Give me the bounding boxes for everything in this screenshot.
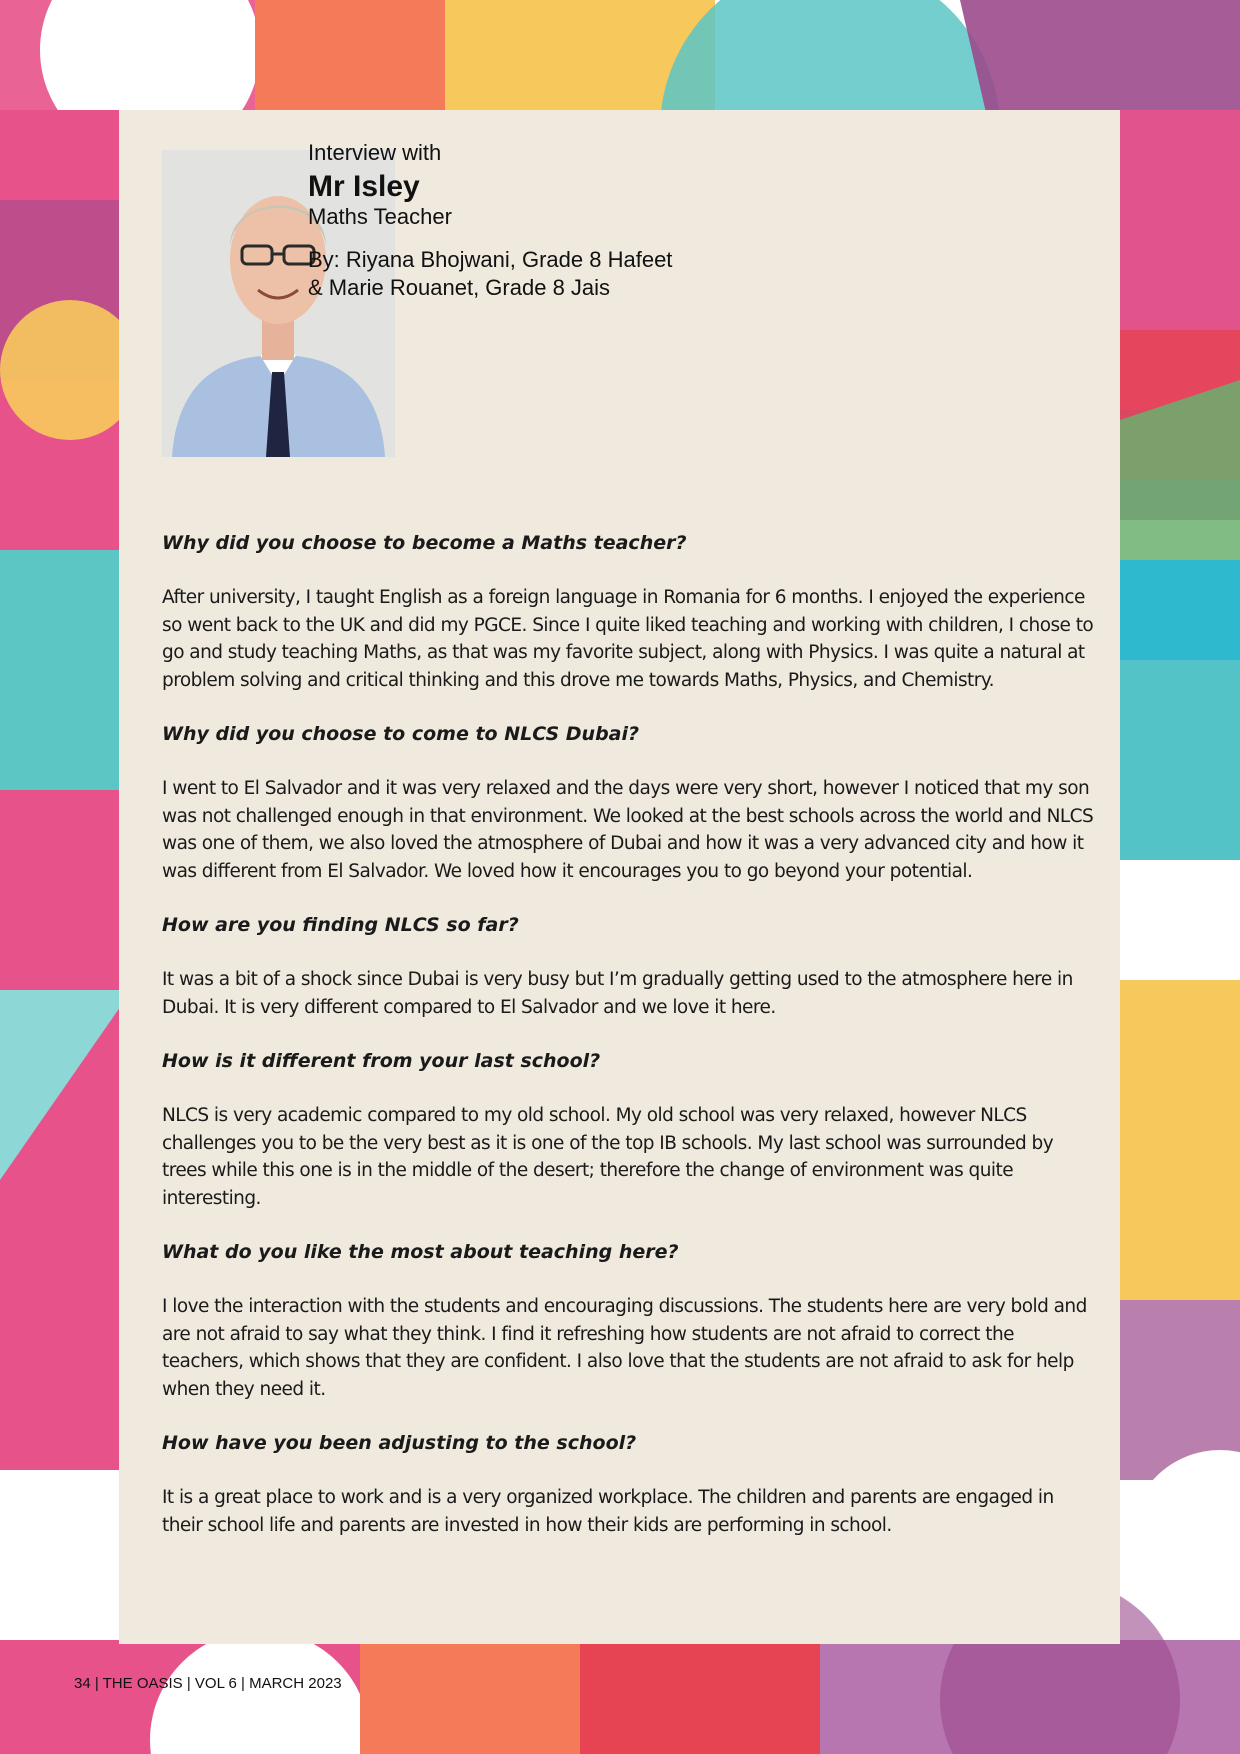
question: Why did you choose to come to NLCS Dubai?	[162, 723, 640, 745]
answer: It was a bit of a shock since Dubai is very busy but I’m gradually getting used to the atmosphere here in Dubai. It is very different compared to El Salvador and we love it here.	[162, 969, 1073, 1018]
question: What do you like the most about teaching here?	[162, 1241, 679, 1263]
answer: I went to El Salvador and it was very relaxed and the days were very short, however I noticed that my son was not challenged enough in that environment. We looked at the best schools across the world and NLCS was one of them, we also loved the atmosphere of Dubai and how it was a very advanced city and how it was different from El Salvador. We loved how it encourages you to go beyond your potential.	[162, 778, 1094, 882]
question: How is it different from your last school?	[162, 1050, 601, 1072]
answer: NLCS is very academic compared to my old school. My old school was very relaxed, however NLCS challenges you to be the very best as it is one of the top IB schools. My last school was surrounded by trees while this one is in the middle of the desert; therefore the change of environment was quite interesting.	[162, 1105, 1054, 1209]
interviewee-name: Mr Isley	[308, 170, 420, 203]
answer: I love the interaction with the students and encouraging discussions. The students here are very bold and are not afraid to say what they think. I find it refreshing how students are not afraid to correct the teachers, which shows that they are confident. I also love that the students are not afraid to ask for help when they need it.	[162, 1296, 1087, 1400]
byline-line: & Marie Rouanet, Grade 8 Jais	[308, 275, 611, 300]
answer: It is a great place to work and is a very organized workplace. The children and parents are engaged in their school life and parents are invested in how their kids are performing in school.	[162, 1487, 1054, 1536]
interview-intro: Interview with	[308, 140, 442, 165]
byline-line: By: Riyana Bhojwani, Grade 8 Hafeet	[308, 247, 673, 272]
question: Why did you choose to become a Maths teacher?	[162, 532, 687, 554]
question: How have you been adjusting to the school?	[162, 1432, 637, 1454]
page-footer: 34 | THE OASIS | VOL 6 | MARCH 2023	[74, 1675, 342, 1692]
interview-body	[162, 530, 1097, 1566]
answer: After university, I taught English as a foreign language in Romania for 6 months. I enjoyed the experience so went back to the UK and did my PGCE. Since I quite liked teaching and working with children, I chose to go and study teaching Maths, as that was my favorite subject, along with Physics. I was quite a natural at problem solving and critical thinking and this drove me towards Maths, Physics, and Chemistry.	[162, 587, 1094, 691]
interviewee-role: Maths Teacher	[308, 204, 452, 229]
question: How are you finding NLCS so far?	[162, 914, 519, 936]
interview-header	[308, 140, 672, 302]
byline	[308, 246, 672, 302]
